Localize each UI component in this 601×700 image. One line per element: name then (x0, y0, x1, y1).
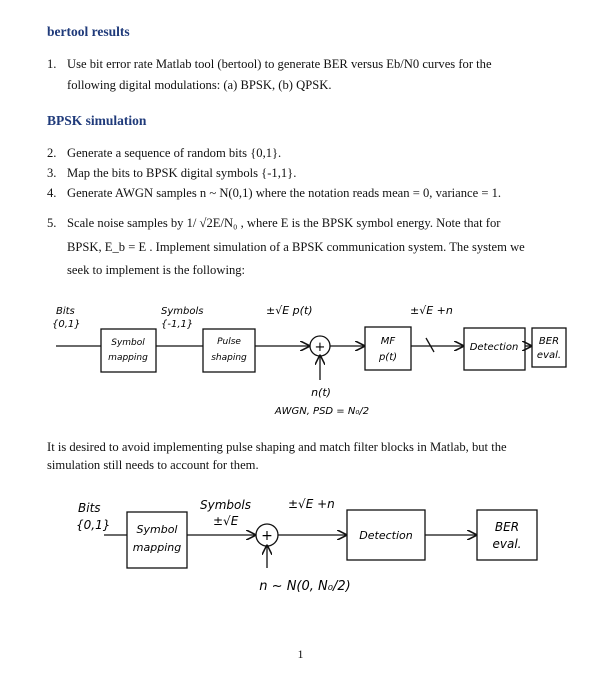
awgn-label: AWGN, PSD = N₀/2 (274, 406, 370, 417)
bpsk-system-diagram (0, 298, 601, 428)
symbol-mapping-block (127, 512, 187, 568)
list-item-1 (47, 58, 567, 98)
symbols-label: Symbols (200, 498, 251, 512)
bits-set: {0,1} (52, 319, 81, 330)
item-text-line: Use bit error rate Matlab tool (bertool) to generate BER versus Eb/N0 curves for the (67, 57, 492, 71)
matched-filter-block (365, 327, 411, 370)
block-label: Symbol (111, 338, 145, 348)
noise-label: n(t) (311, 386, 331, 399)
block-label: shaping (211, 353, 247, 363)
bits-label: Bits (56, 306, 75, 317)
block-label: Symbol (136, 523, 178, 536)
item-number: 4. (47, 186, 57, 200)
item-text-line: Generate a sequence of random bits {0,1}. (67, 146, 282, 160)
block-label: Detection (469, 342, 519, 353)
item-text-line: seek to implement is the following: (67, 263, 246, 277)
ber-eval-block (477, 510, 537, 560)
block-label: BER (538, 336, 560, 347)
pulse-shaping-block (203, 329, 255, 372)
list-item-3 (47, 167, 567, 181)
section-heading-bertool: bertool results (47, 24, 130, 39)
sum-sign: + (314, 340, 326, 355)
symbols-value: ±√E (213, 514, 239, 528)
sum-sign: + (261, 528, 273, 544)
block-label: Detection (359, 529, 413, 542)
mf-output-label: ±√E +n (410, 304, 453, 317)
block-label: eval. (536, 350, 562, 361)
item-text-line: Generate AWGN samples n ~ N(0,1) where the notation reads mean = 0, variance = 1. (67, 186, 502, 200)
bits-set: {0,1} (76, 518, 111, 532)
item-number: 2. (47, 146, 57, 160)
bits-label: Bits (78, 501, 101, 515)
symbol-mapping-block (101, 329, 156, 372)
simplified-system-diagram (0, 488, 601, 610)
list-item-5 (47, 217, 577, 277)
page-number: 1 (297, 647, 304, 661)
list-item-2 (47, 147, 567, 161)
list-item-4 (47, 187, 577, 201)
item-text-line: BPSK, E_b = E . Implement simulation of a BPSK communication system. The system we (67, 240, 525, 254)
paragraph-line: It is desired to avoid implementing pulse shaping and match filter blocks in Matlab, but the (47, 440, 507, 454)
item-number: 1. (47, 57, 57, 71)
paragraph-line: simulation still needs to account for them. (47, 458, 259, 472)
item-text-line: Scale noise samples by 1/ √2E/N₀ , where E is the BPSK symbol energy. Note that for (67, 216, 501, 230)
block-label: MF (380, 336, 396, 347)
sum-output-label: ±√E +n (288, 497, 335, 511)
symbols-label: Symbols (161, 306, 204, 317)
signal-label: ±√E p(t) (266, 304, 313, 317)
item-text-line: Map the bits to BPSK digital symbols {-1,1}. (67, 166, 297, 180)
block-label: Pulse (217, 337, 241, 347)
ber-eval-block (532, 328, 566, 367)
block-label: p(t) (378, 352, 398, 363)
item-text-line: following digital modulations: (a) BPSK, (b) QPSK. (67, 78, 332, 92)
section-heading-bpsk: BPSK simulation (47, 113, 147, 128)
symbols-set: {-1,1} (161, 319, 194, 330)
block-label: mapping (132, 541, 182, 554)
block-label: mapping (108, 353, 148, 363)
noise-label: n ~ N(0, N₀/2) (259, 579, 351, 594)
sampler-switch (426, 338, 434, 352)
item-number: 3. (47, 166, 57, 180)
item-number: 5. (47, 216, 57, 230)
block-label: eval. (492, 537, 522, 551)
block-label: BER (494, 520, 520, 534)
